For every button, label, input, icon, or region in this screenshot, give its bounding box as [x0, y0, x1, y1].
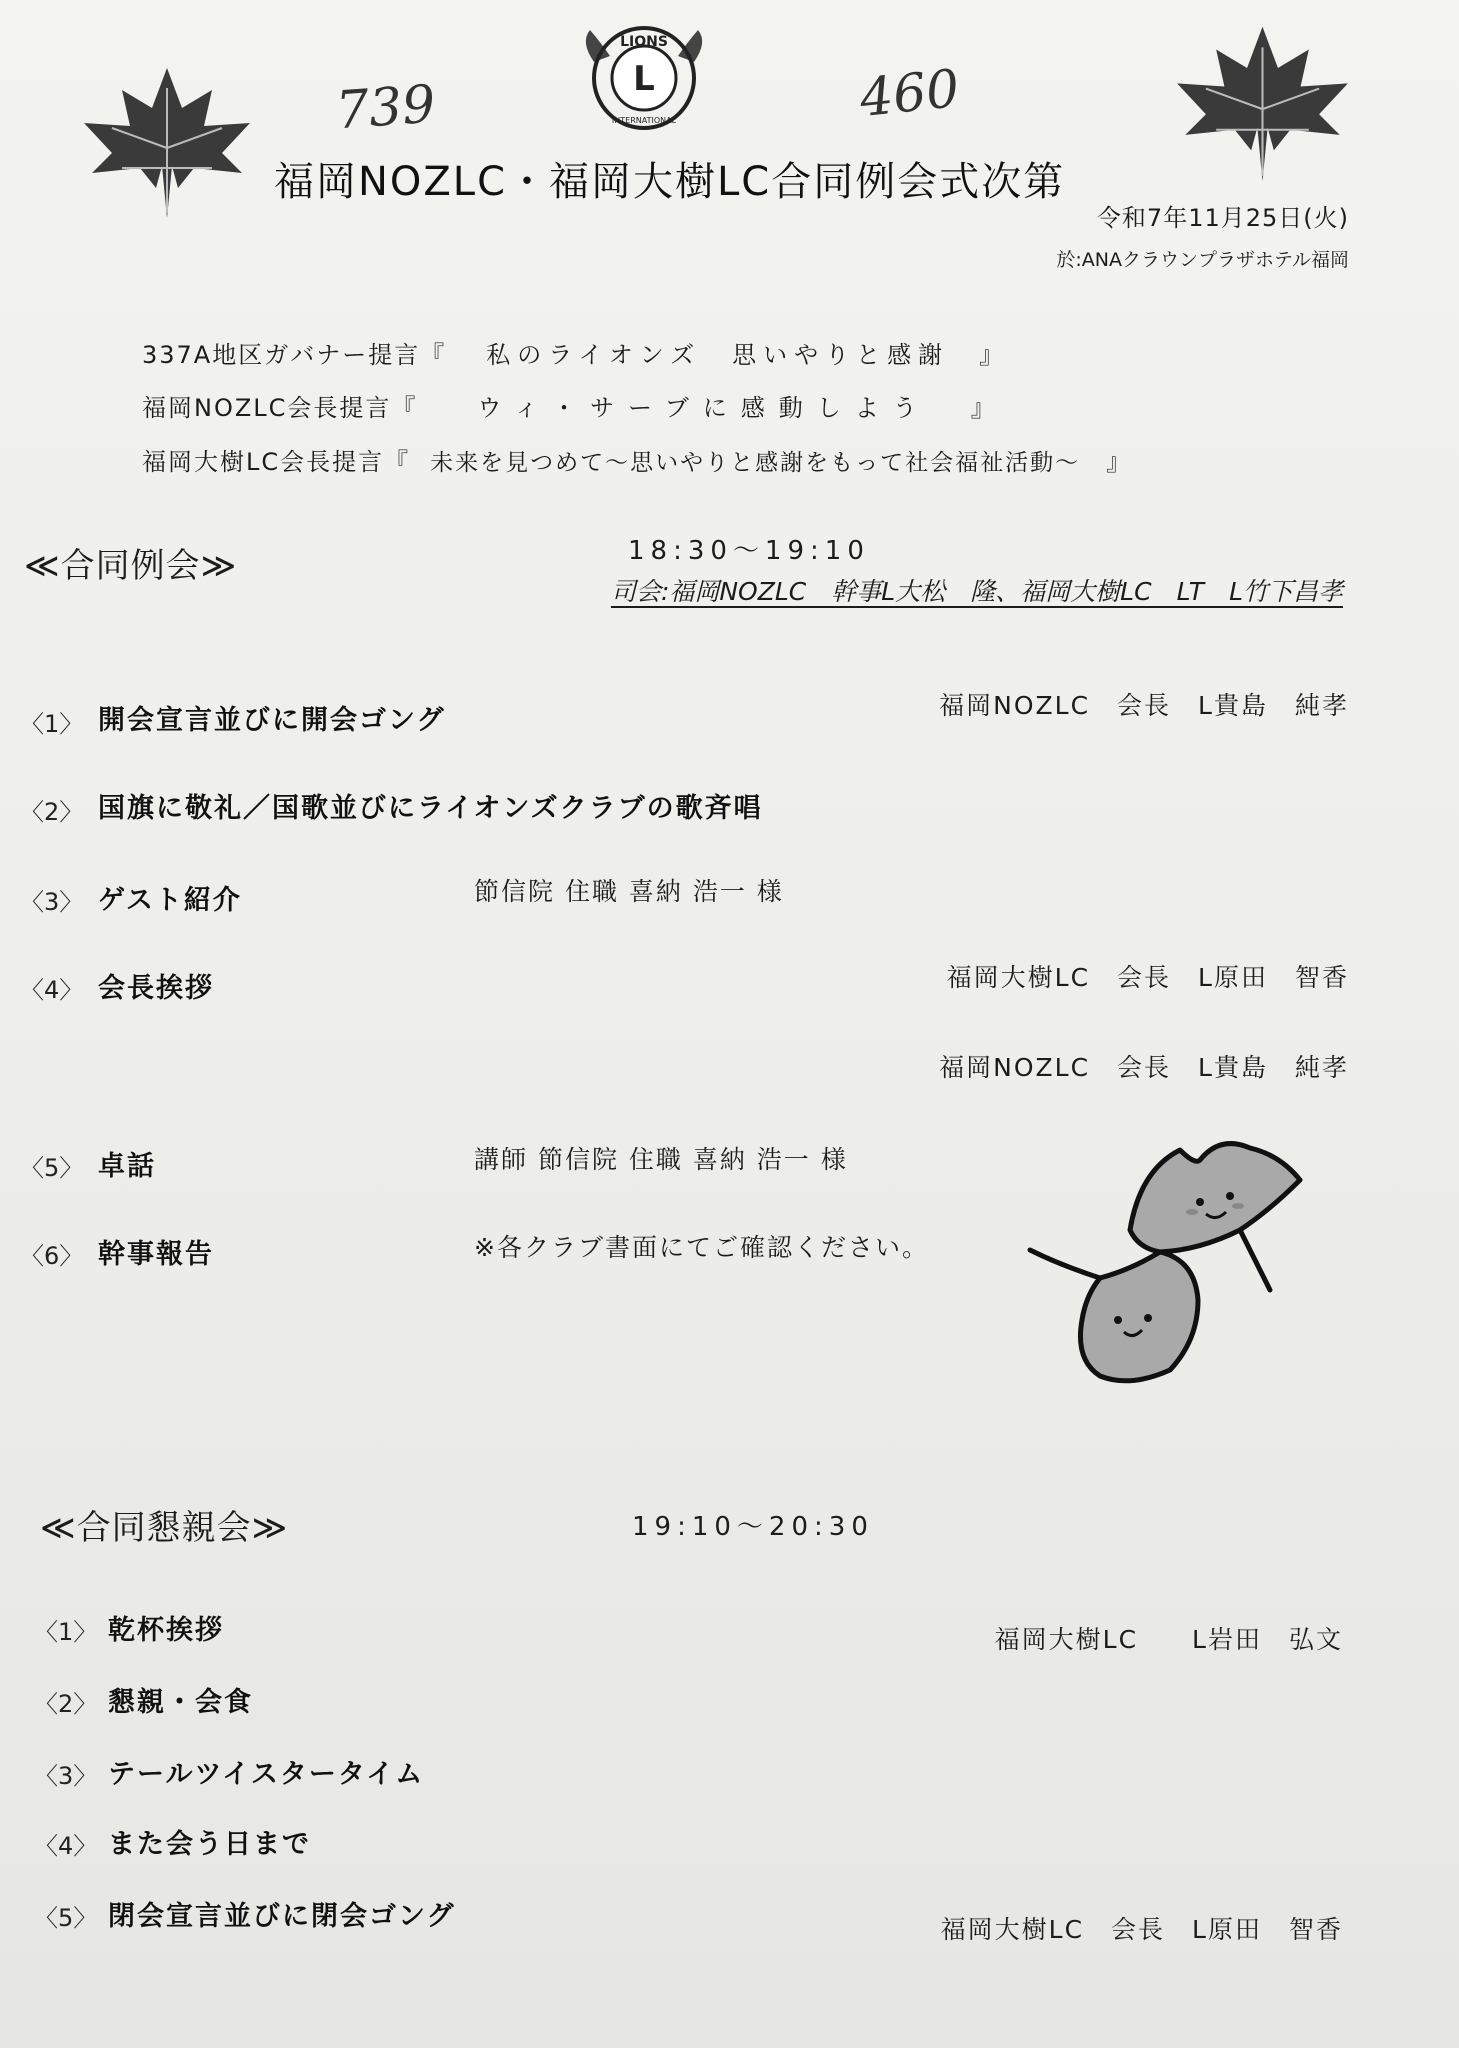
logo-bottom-text: INTERNATIONAL — [611, 116, 677, 125]
meeting-item-3-guest: 節信院 住職 喜納 浩一 様 — [474, 877, 784, 906]
motto-governor-close: 』 — [979, 341, 1006, 369]
social-item-5-speaker: 福岡大樹LC 会長 L原田 智香 — [940, 1915, 1343, 1944]
meeting-venue: 於:ANAクラウンプラザホテル福岡 — [1056, 249, 1349, 271]
social-heading: ≪合同懇親会≫ — [40, 1508, 289, 1548]
meeting-item-4-label: 会長挨拶 — [98, 973, 214, 1004]
motto-taiju-text: 未来を見つめて～思いやりと感謝をもって社会福祉活動～ — [430, 450, 1081, 476]
ginkgo-leaf-bottom-icon — [1020, 1240, 1230, 1390]
meeting-item-5-label: 卓話 — [98, 1151, 156, 1182]
meeting-heading: ≪合同例会≫ — [24, 546, 238, 586]
meeting-item-3-num: 〈3〉 — [20, 888, 84, 916]
meeting-mc: 司会:福岡NOZLC 幹事L大松 隆、福岡大樹LC LT L竹下昌孝 — [610, 577, 1343, 606]
motto-governor — [142, 335, 1005, 370]
maple-leaf-left-icon — [82, 68, 252, 218]
meeting-time: 18:30～19:10 — [628, 536, 870, 566]
meeting-item-4-speaker-2: 福岡NOZLC 会長 L貴島 純孝 — [939, 1053, 1349, 1082]
motto-nozlc-label: 福岡NOZLC会長提言『 — [142, 394, 418, 422]
social-item-4-num: 〈4〉 — [34, 1832, 98, 1860]
handwritten-right-number: 460 — [857, 58, 963, 130]
social-item-3-num: 〈3〉 — [34, 1762, 98, 1790]
lions-logo-icon — [576, 22, 712, 132]
meeting-item-1-num: 〈1〉 — [20, 710, 84, 738]
handwritten-left-number: 739 — [334, 74, 438, 142]
social-time: 19:10～20:30 — [632, 1512, 874, 1542]
logo-letter: L — [633, 59, 655, 99]
motto-nozlc-text: ウィ・サーブに感動しよう — [477, 394, 931, 422]
social-item-1-speaker: 福岡大樹LC L岩田 弘文 — [994, 1625, 1343, 1654]
social-item-1-label: 乾杯挨拶 — [108, 1615, 224, 1646]
meeting-item-1-speaker: 福岡NOZLC 会長 L貴島 純孝 — [939, 691, 1349, 720]
meeting-item-6-num: 〈6〉 — [20, 1242, 84, 1270]
meeting-item-5-num: 〈5〉 — [20, 1154, 84, 1182]
social-item-2-label: 懇親・会食 — [108, 1687, 253, 1718]
meeting-item-6-label: 幹事報告 — [98, 1239, 214, 1270]
motto-governor-label: 337A地区ガバナー提言『 — [142, 341, 447, 369]
motto-taiju — [142, 442, 1132, 477]
meeting-item-3-label: ゲスト紹介 — [98, 885, 242, 916]
meeting-item-4-num: 〈4〉 — [20, 976, 84, 1004]
social-item-1-num: 〈1〉 — [34, 1618, 98, 1646]
social-item-3-label: テールツイスタータイム — [108, 1759, 425, 1790]
social-item-2-num: 〈2〉 — [34, 1690, 98, 1718]
meeting-item-5-speaker: 講師 節信院 住職 喜納 浩一 様 — [474, 1145, 848, 1174]
social-item-4-label: また会う日まで — [108, 1829, 311, 1860]
meeting-item-2-num: 〈2〉 — [20, 798, 84, 826]
meeting-item-6-note: ※各クラブ書面にてご確認ください。 — [474, 1233, 929, 1262]
page-title: 福岡NOZLC・福岡大樹LC合同例会式次第 — [274, 159, 1066, 205]
motto-taiju-label: 福岡大樹LC会長提言『 — [142, 448, 411, 476]
meeting-item-1-label: 開会宣言並びに開会ゴング — [98, 705, 446, 736]
motto-governor-text: 私のライオンズ 思いやりと感謝 — [486, 341, 950, 369]
meeting-item-4-speaker-1: 福岡大樹LC 会長 L原田 智香 — [946, 963, 1349, 992]
social-item-5-label: 閉会宣言並びに閉会ゴング — [108, 1901, 456, 1932]
social-item-5-num: 〈5〉 — [34, 1904, 98, 1932]
meeting-date: 令和7年11月25日(火) — [1096, 204, 1349, 232]
meeting-item-2-label: 国旗に敬礼／国歌並びにライオンズクラブの歌斉唱 — [98, 793, 763, 824]
motto-taiju-close: 』 — [1106, 448, 1133, 476]
maple-leaf-right-icon — [1175, 24, 1350, 184]
motto-nozlc — [142, 388, 997, 423]
motto-nozlc-close: 』 — [970, 394, 997, 422]
logo-top-text: LIONS — [620, 34, 668, 50]
